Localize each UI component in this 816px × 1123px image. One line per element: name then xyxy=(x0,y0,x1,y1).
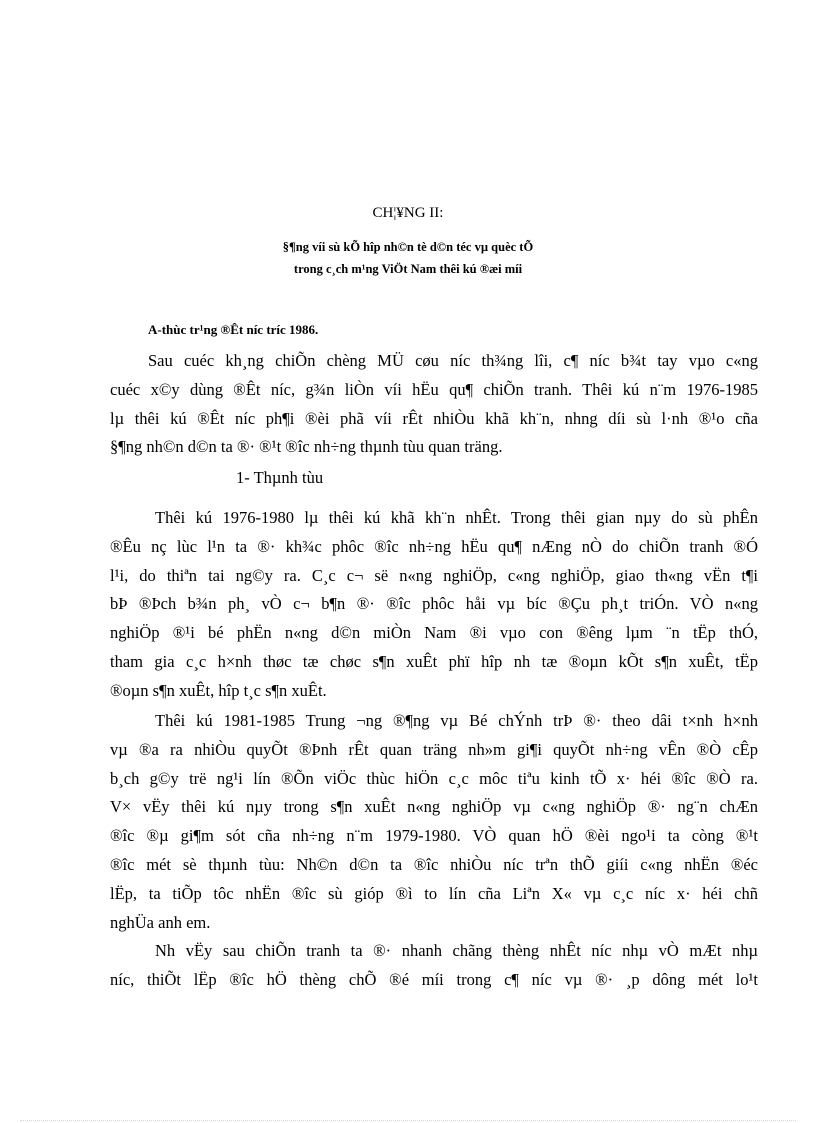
chapter-title: CH¦¥NG II: xyxy=(372,205,444,221)
chapter-subtitle-line-2: trong c¸ch m¹ng ViÖt Nam thêi kú ®æi míi xyxy=(293,262,523,276)
paragraph-line: níc, thiÕt lËp ®îc hÖ thèng chÕ ®é míi trong c¶ níc vµ ®· ¸p dông mét lo¹t xyxy=(110,969,758,989)
paragraph-line: lËp, ta tiÕp tôc nhËn ®îc sù gióp ®ì to lín cña Liªn X« vµ c¸c níc x· héi chñ xyxy=(110,883,758,903)
subheading-achievements: 1- Thµnh tùu xyxy=(236,468,324,487)
paragraph-line: V× vËy thêi kú nµy trong s¶n xuÊt n«ng nghiÖp vµ c«ng nghiÖp ®· ng¨n chÆn xyxy=(110,797,758,817)
paragraph-line: ®îc mét sè thµnh tùu: Nh©n d©n ta ®îc nhiÒu níc trªn thÕ giíi c«ng nhËn ®éc xyxy=(110,854,758,874)
paragraph-1 xyxy=(110,347,758,462)
paragraph-line: cuéc x©y dùng ®Êt níc, g¾n liÒn víi hËu qu¶ chiÕn tranh. Thêi kú n¨m 1976-1985 xyxy=(110,379,758,399)
page-bottom-divider xyxy=(20,1120,796,1121)
section-heading-a: A-thùc tr¹ng ®Êt níc tríc 1986. xyxy=(148,322,319,337)
paragraph-line: Thêi kú 1981-1985 Trung ¬ng ®¶ng vµ Bé chÝnh trÞ ®· theo dâi t×nh h×nh xyxy=(155,711,758,730)
paragraph-line: nghiÖp ®¹i bé phËn n«ng d©n miÒn Nam ®i vµo con ®êng lµm ¨n tËp thÓ, xyxy=(110,623,758,643)
paragraph-4 xyxy=(110,937,758,995)
paragraph-line: ®Êu nç lùc l¹n ta ®· kh¾c phôc ®îc nh÷ng hËu qu¶ nÆng nÒ do chiÕn tranh ®Ó xyxy=(110,536,758,556)
paragraph-line: Sau cuéc kh¸ng chiÕn chèng MÜ cøu níc th¾ng lîi, c¶ níc b¾t tay vµo c«ng xyxy=(148,351,758,370)
paragraph-line: Thêi kú 1976-1980 lµ thêi kú khã kh¨n nhÊt. Trong thêi gian nµy do sù phÊn xyxy=(155,508,758,527)
paragraph-line: §¶ng nh©n d©n ta ®· ®¹t ®îc nh÷ng thµnh tùu quan träng. xyxy=(110,437,503,457)
paragraph-line: bÞ ®Þch b¾n ph¸ vÒ c¬ b¶n ®· ®îc phôc håi vµ bíc ®Çu ph¸t triÓn. VÒ n«ng xyxy=(110,594,758,614)
paragraph-line: ®îc ®µ gi¶m sót cña nh÷ng n¨m 1979-1980. VÒ quan hÖ ®èi ngo¹i ta còng ®¹t xyxy=(110,826,758,846)
paragraph-line: l¹i, do thiªn tai ng©y ra. C¸c c¬ së n«ng nghiÖp, c«ng nghiÖp, giao th«ng vËn t¶i xyxy=(110,565,758,585)
paragraph-line: Nh vËy sau chiÕn tranh ta ®· nhanh chãng thèng nhÊt níc nhµ vÒ mÆt nhµ xyxy=(155,941,758,960)
paragraph-line: ®oµn s¶n xuÊt, hîp t¸c s¶n xuÊt. xyxy=(110,680,327,700)
chapter-subtitle-line-1: §¶ng víi sù kÕ hîp nh©n tè d©n téc vµ quèc tÕ xyxy=(282,240,534,254)
paragraph-3 xyxy=(110,707,758,937)
paragraph-line: vµ ®a ra nhiÒu quyÕt ®Þnh rÊt quan träng nh»m gi¶i quyÕt nh÷ng vÊn ®Ò cÊp xyxy=(110,739,758,759)
paragraph-2 xyxy=(110,504,758,706)
paragraph-line: nghÜa anh em. xyxy=(110,912,211,932)
paragraph-line: b¸ch g©y trë ng¹i lín ®Õn viÖc thùc hiÖn c¸c môc tiªu kinh tÕ x· héi ®îc ®Ò ra. xyxy=(110,768,758,788)
paragraph-line: lµ thêi kú ®Êt níc ph¶i ®èi phã víi rÊt nhiÒu khã kh¨n, nhng díi sù l·nh ®¹o cña xyxy=(110,408,758,428)
paragraph-line: tham gia c¸c h×nh thøc tæ chøc s¶n xuÊt phï hîp nh tæ ®oµn kÕt s¶n xuÊt, tËp xyxy=(110,651,758,671)
